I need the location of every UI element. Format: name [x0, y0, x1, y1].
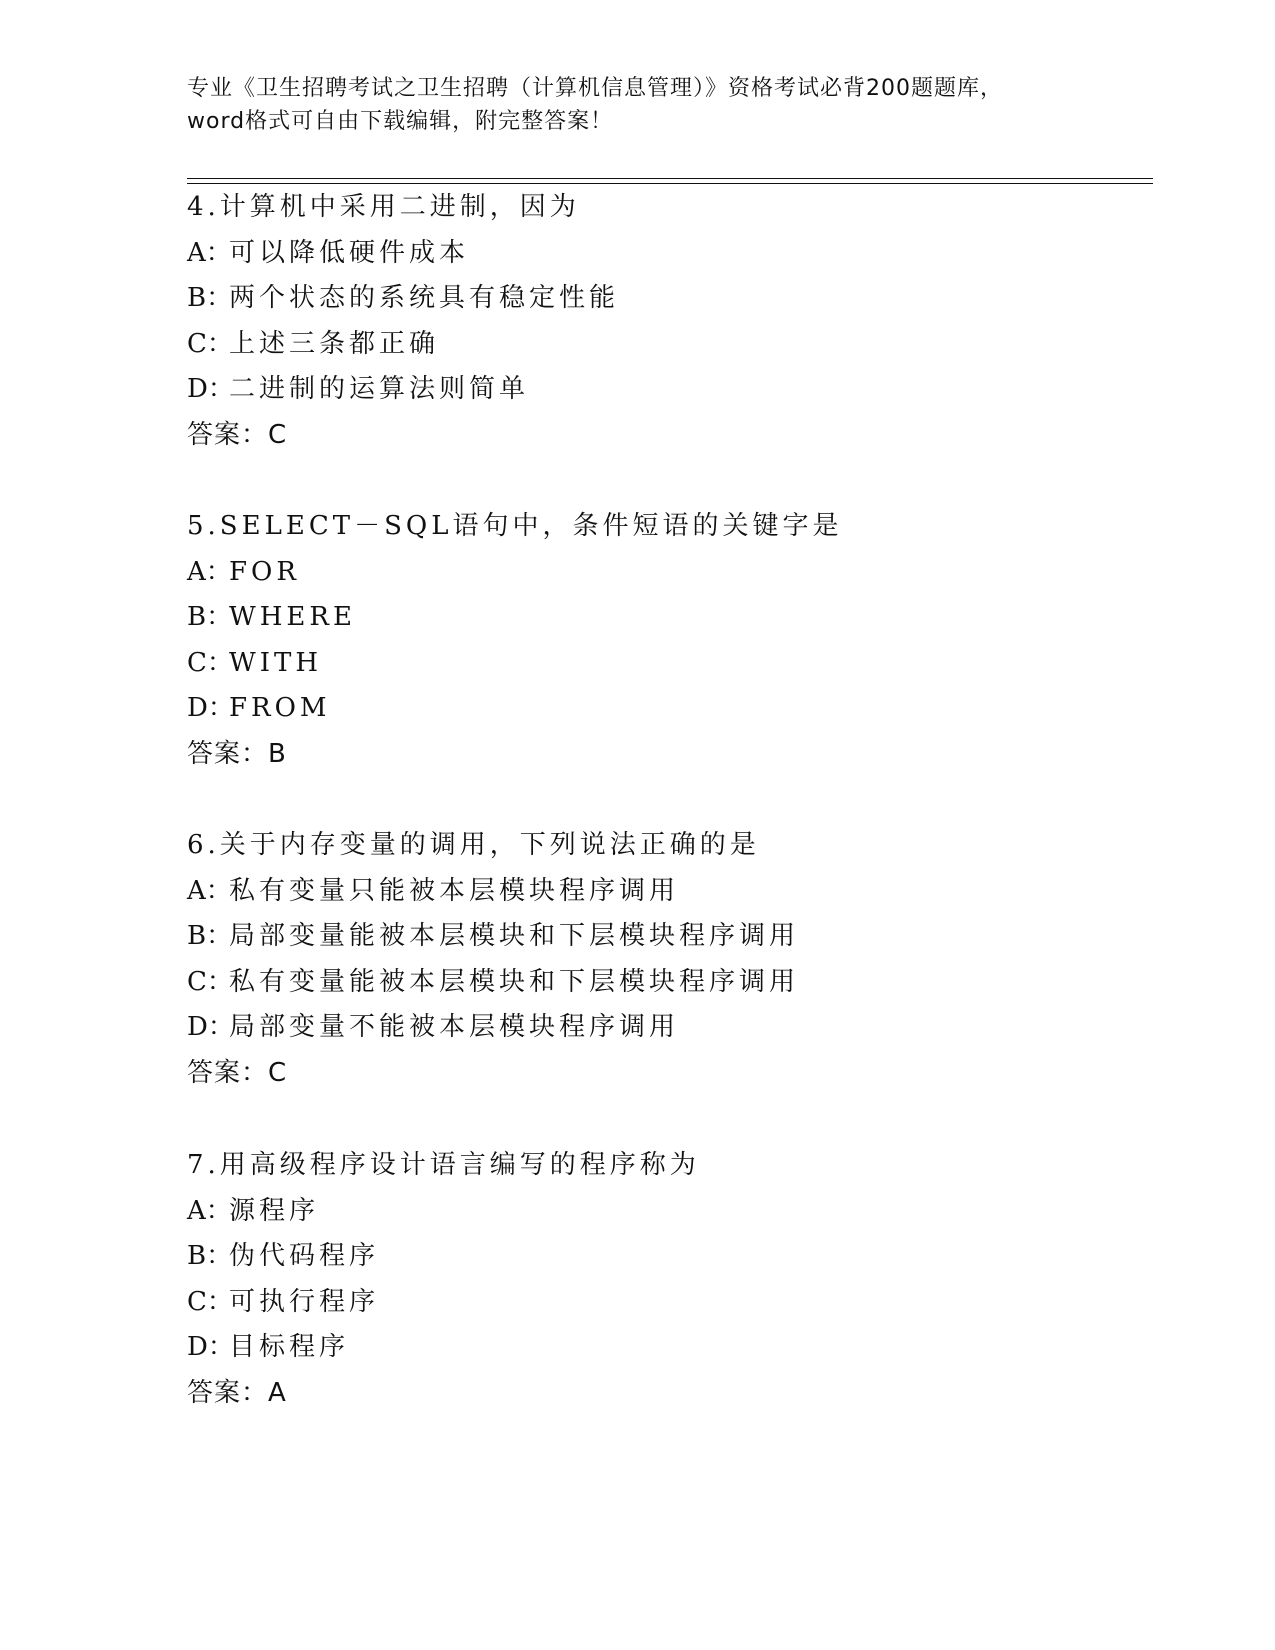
option-b: [187, 595, 1147, 641]
option-label: D：: [187, 374, 234, 404]
option-text: 目标程序: [229, 1332, 350, 1362]
option-label: D：: [187, 1012, 234, 1042]
header-line-1: 专业《卫生招聘考试之卫生招聘（计算机信息管理）》资格考试必背200题题库，: [187, 76, 1003, 101]
question-stem: 4.计算机中采用二进制，因为: [187, 192, 580, 222]
option-b: [187, 914, 1147, 960]
option-label: D：: [187, 693, 234, 723]
option-b: [187, 1234, 1147, 1280]
answer: 答案：C: [187, 1057, 288, 1088]
header-divider-top: [187, 178, 1153, 179]
option-text: 两个状态的系统具有稳定性能: [229, 283, 620, 313]
option-a: [187, 869, 1147, 915]
option-label: D：: [187, 1332, 234, 1362]
question-stem: 7.用高级程序设计语言编写的程序称为: [187, 1150, 700, 1180]
option-text: FROM: [229, 693, 331, 723]
option-label: A：: [187, 1195, 232, 1226]
option-c: [187, 1280, 1147, 1326]
option-b: [187, 276, 1147, 322]
option-text: 私有变量只能被本层模块程序调用: [229, 875, 680, 906]
answer: 答案：C: [187, 419, 288, 450]
option-a: [187, 231, 1147, 277]
option-label: A：: [187, 875, 232, 906]
question-4: [187, 185, 1147, 458]
question-7: [187, 1143, 1147, 1416]
answer: 答案：B: [187, 738, 287, 769]
option-text: 可以降低硬件成本: [229, 237, 470, 268]
option-d: [187, 1325, 1147, 1371]
option-label: C：: [187, 647, 233, 678]
option-text: 伪代码程序: [229, 1241, 380, 1271]
option-c: [187, 322, 1147, 368]
option-text: 二进制的运算法则简单: [229, 374, 530, 404]
option-text: WHERE: [229, 602, 356, 632]
answer: 答案：A: [187, 1377, 287, 1408]
option-label: A：: [187, 556, 232, 587]
option-label: C：: [187, 966, 233, 997]
option-label: B：: [187, 1241, 233, 1271]
option-label: B：: [187, 602, 233, 632]
option-text: WITH: [229, 647, 323, 678]
option-text: 源程序: [229, 1195, 320, 1226]
option-label: A：: [187, 237, 232, 268]
option-text: 局部变量不能被本层模块程序调用: [229, 1012, 680, 1042]
header-divider-bottom: [187, 183, 1153, 184]
option-label: C：: [187, 1286, 233, 1317]
option-text: 局部变量能被本层模块和下层模块程序调用: [229, 921, 800, 951]
option-text: 可执行程序: [229, 1286, 380, 1317]
option-d: [187, 1005, 1147, 1051]
option-c: [187, 960, 1147, 1006]
option-d: [187, 686, 1147, 732]
question-stem: 6.关于内存变量的调用，下列说法正确的是: [187, 830, 760, 860]
option-a: [187, 1189, 1147, 1235]
option-label: C：: [187, 328, 233, 359]
header-line-2: word格式可自由下载编辑，附完整答案！: [187, 109, 614, 134]
option-c: [187, 641, 1147, 687]
option-text: 私有变量能被本层模块和下层模块程序调用: [229, 966, 800, 997]
document-header: [187, 72, 1087, 138]
question-5: [187, 504, 1147, 777]
option-text: 上述三条都正确: [229, 328, 440, 359]
option-label: B：: [187, 283, 233, 313]
question-6: [187, 823, 1147, 1096]
option-a: [187, 550, 1147, 596]
option-text: FOR: [229, 556, 300, 587]
question-stem: 5.SELECT－SQL语句中，条件短语的关键字是: [187, 511, 843, 541]
option-d: [187, 367, 1147, 413]
option-label: B：: [187, 921, 233, 951]
